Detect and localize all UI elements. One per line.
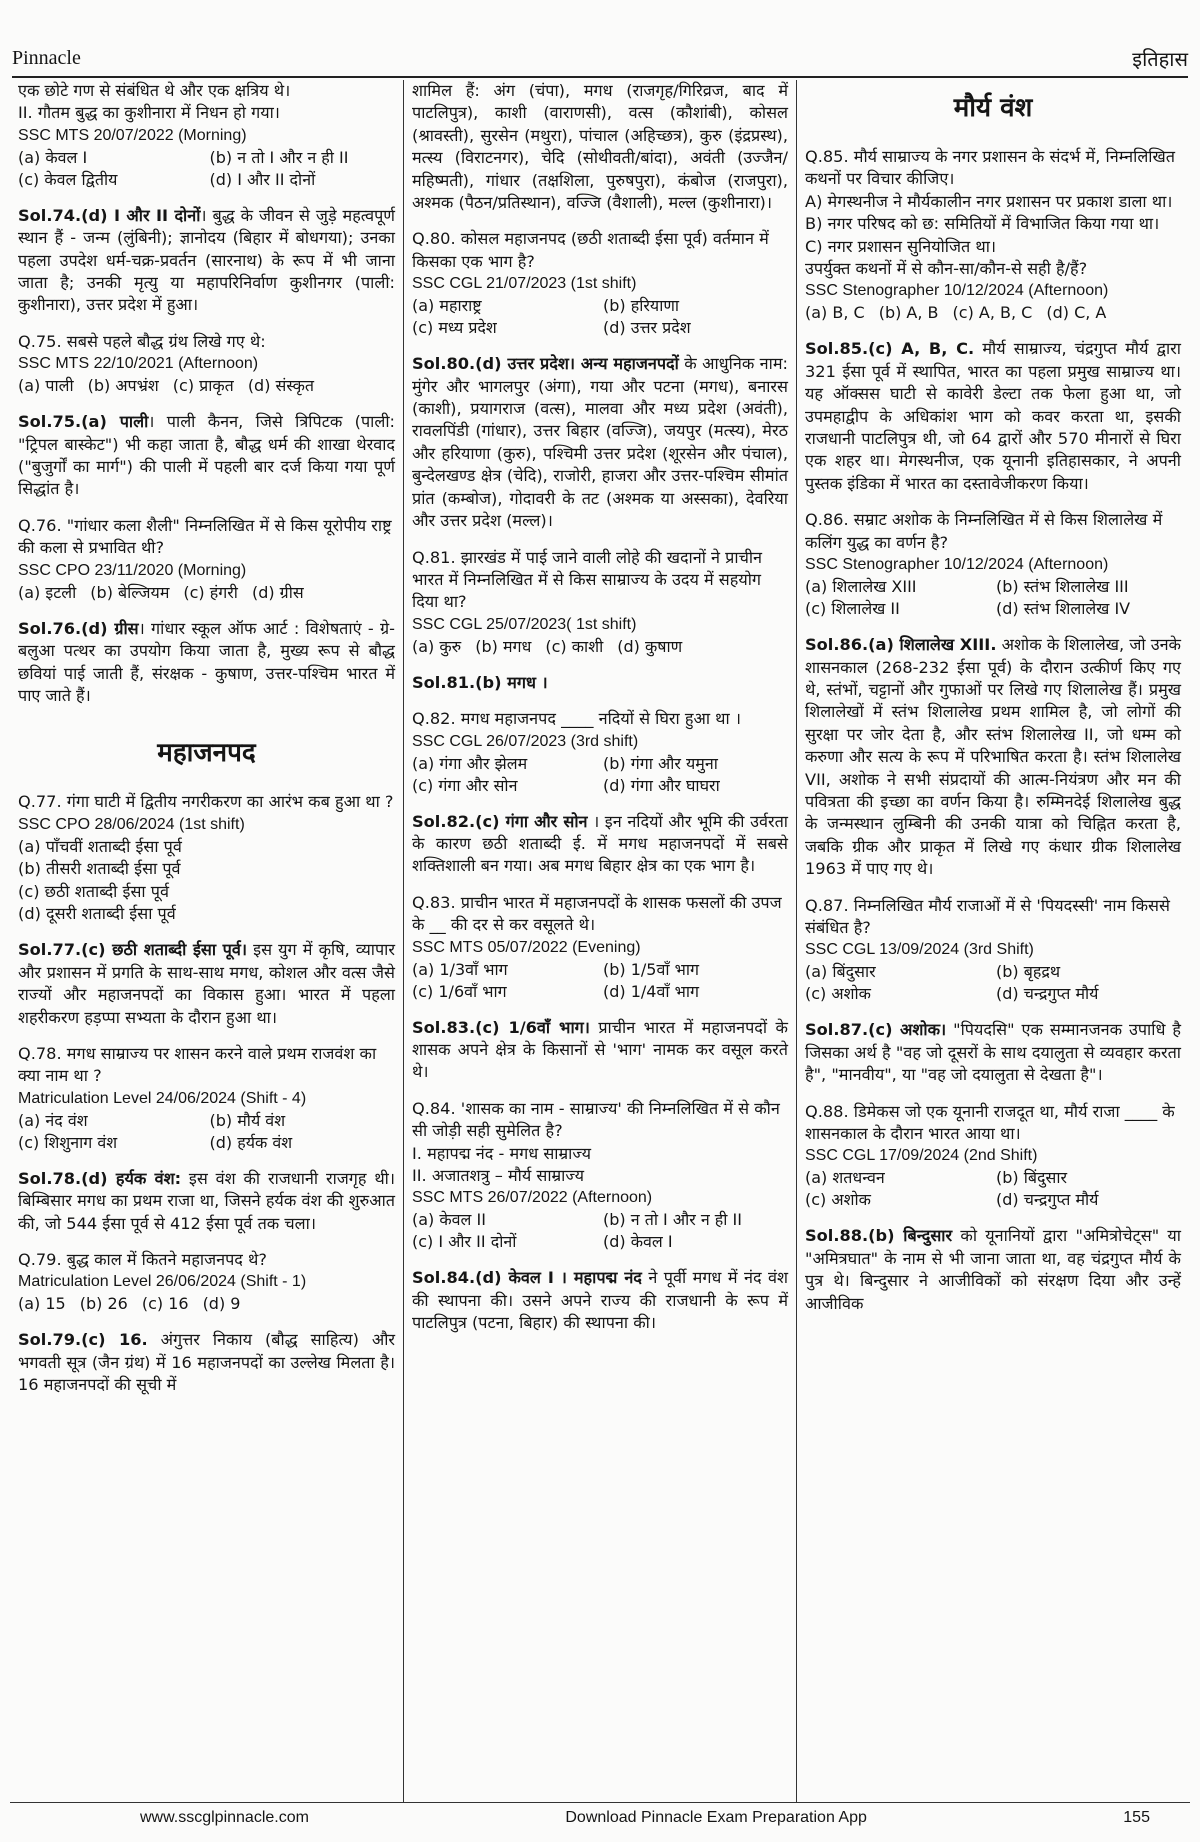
option-a: (a) पाली (18, 376, 74, 396)
q83-text: Q.83. प्राचीन भारत में महाजनपदों के शासक फसलों की उपज के __ की दर से कर वसूलते थे। (412, 892, 782, 935)
option-c: (c) अशोक (805, 984, 871, 1004)
footer-website[interactable]: www.sscglpinnacle.com (140, 1809, 309, 1826)
option-b: (b) मौर्य वंश (209, 1110, 286, 1130)
sol-82-heading: Sol.82.(c) गंगा और सोन (412, 811, 588, 831)
q81-meta: SSC CGL 25/07/2023( 1st shift) (412, 615, 637, 633)
option-a: (a) महाराष्ट्र (412, 296, 482, 316)
q78-meta: Matriculation Level 24/06/2024 (Shift - 4) (18, 1089, 307, 1107)
sol-77-heading: Sol.77.(c) छठी शताब्दी ईसा पूर्व। (18, 940, 247, 960)
q84-item-1: I. महापद्म नंद - मगध साम्राज्य (412, 1143, 592, 1163)
q85-options (805, 302, 1181, 324)
option-c: (c) गंगा और सोन (412, 775, 518, 795)
page-number: 155 (1123, 1809, 1150, 1826)
sol-79-cont-text: शामिल हैं: अंग (चंपा), मगध (राजगृह/गिरिव्रज, बाद में पाटलिपुत्र), काशी (वाराणसी), वत्स (कौशांबी), कोसल (श्रावस्ती), सुरसेन (मथुरा), पांचाल (अहिच्छत्र), कुरु (इंद्रप्रस्थ), मत्स्य (विराटनगर), चेदि (सोथीवती/बांदा), अवंती (उज्जैन/महिष्मती), गांधार (तक्षशिला, पुरुषपुरा), कंबोज (राजपुरा), अश्मक (पैठन/प्रतिस्थान), वज्जि (वैशाली), मल्ल (कुशीनारा)। (412, 81, 788, 213)
option-b: (b) तीसरी शताब्दी ईसा पूर्व (18, 859, 181, 879)
option-d: (d) दूसरी शताब्दी ईसा पूर्व (18, 903, 176, 923)
sol-80-text: के आधुनिक नाम: मुंगेर और भागलपुर (अंगा), गया और पटना (मगध), बनारस (काशी), प्रयागराज (वत्स), मालवा और मध्य प्रदेश (अवंती), रावलपिंडी (गांधार), उत्तर बिहार (वज्जि), जयपुर (मत्स्य), मेरठ और हरियाणा (कुरु), पश्चिमी उत्तर प्रदेश (शूरसेन और पंचाल), बुन्देलखण्ड क्षेत्र (चेदि), राजोरी, हाजरा और उत्तर-पश्चिम सीमांत प्रांत (कम्बोज), गोदावरी के तट (अश्मक या अस्सका), देवरिया और उत्तर प्रदेश (मल्ल)। (412, 354, 788, 531)
q82-options (412, 753, 788, 797)
q78-text: Q.78. मगध साम्राज्य पर शासन करने वाले प्रथम राजवंश का क्या नाम था ? (18, 1043, 377, 1086)
sol-88 (805, 1225, 1181, 1315)
question-80 (412, 228, 788, 339)
q76-options (18, 582, 395, 604)
option-a: (a) नंद वंश (18, 1110, 88, 1130)
sol-84 (412, 1267, 788, 1334)
sol-86 (805, 634, 1181, 880)
option-c: (c) I और II दोनों (412, 1232, 517, 1252)
sol-78-heading: Sol.78.(d) हर्यक वंश: (18, 1168, 182, 1188)
question-76 (18, 515, 395, 604)
q81-text: Q.81. झारखंड में पाई जाने वाली लोहे की खदानों ने प्राचीन भारत में निम्नलिखित में से किस साम्राज्य के उदय में सहयोग दिया था? (412, 547, 763, 612)
option-c: (c) काशी (545, 636, 604, 656)
sol-80 (412, 353, 788, 532)
q85-text: Q.85. मौर्य साम्राज्य के नगर प्रशासन के संदर्भ में, निम्नलिखित कथनों पर विचार कीजिए। (805, 147, 1175, 189)
q84-meta: SSC MTS 26/07/2022 (Afternoon) (412, 1189, 653, 1207)
q82-text: Q.82. मगध महाजनपद ____ नदियों से घिरा हुआ था । (412, 709, 741, 729)
option-b: (b) A, B (878, 303, 939, 323)
q75-meta: SSC MTS 22/10/2021 (Afternoon) (18, 355, 259, 373)
option-c: (c) अशोक (805, 1190, 871, 1210)
question-86 (805, 509, 1181, 620)
question-84 (412, 1098, 788, 1254)
sol-87-heading: Sol.87.(c) अशोक। (805, 1020, 947, 1040)
q82-meta: SSC CGL 26/07/2023 (3rd shift) (412, 732, 639, 750)
option-c: (c) केवल द्वितीय (18, 169, 118, 189)
q88-text: Q.88. डिमेकस जो एक यूनानी राजदूत था, मौर्य राजा ____ के शासनकाल के दौरान भारत आया था। (805, 1101, 1175, 1143)
option-c: (c) A, B, C (952, 303, 1033, 323)
sol-81-heading: Sol.81.(b) मगध । (412, 672, 548, 692)
q86-meta: SSC Stenographer 10/12/2024 (Afternoon) (805, 556, 1109, 574)
sol-83 (412, 1017, 788, 1084)
column-1 (10, 80, 403, 1802)
q88-meta: SSC CGL 17/09/2024 (2nd Shift) (805, 1147, 1038, 1165)
column-3 (796, 80, 1189, 1802)
option-b: (b) बेल्जियम (90, 582, 170, 602)
q86-text: Q.86. सम्राट अशोक के निम्नलिखित में से किस शिलालेख में कलिंग युद्ध का वर्णन है? (805, 510, 1163, 552)
option-d: (d) उत्तर प्रदेश (603, 318, 691, 338)
q75-options (18, 375, 395, 397)
option-a: (a) B, C (805, 303, 865, 323)
sol-76-heading: Sol.76.(d) ग्रीस (18, 618, 139, 638)
option-b: (b) बिंदुसार (996, 1168, 1068, 1188)
sol-74-heading: Sol.74.(d) I और II दोनों (18, 205, 201, 225)
option-d: (d) I और II दोनों (209, 169, 316, 189)
option-a: (a) बिंदुसार (805, 962, 876, 982)
sol-80-heading: Sol.80.(d) उत्तर प्रदेश। अन्य महाजनपदों (412, 354, 679, 374)
sol-79-heading: Sol.79.(c) 16. (18, 1330, 148, 1350)
option-d: (d) स्तंभ शिलालेख IV (996, 599, 1131, 619)
option-c: (c) हंगरी (183, 582, 238, 602)
q86-options (805, 576, 1181, 620)
option-a: (a) केवल II (412, 1210, 486, 1230)
option-b: (b) स्तंभ शिलालेख III (996, 577, 1129, 597)
sol-83-heading: Sol.83.(c) 1/6वाँ भाग। (412, 1017, 590, 1037)
sol-75 (18, 411, 395, 501)
statement-2: II. गौतम बुद्ध का कुशीनारा में निधन हो गया। (18, 103, 280, 123)
sol-79-continuation (412, 80, 788, 214)
q87-options (805, 961, 1181, 1005)
question-79 (18, 1249, 395, 1315)
question-75 (18, 331, 395, 397)
sol-83-text: प्राचीन भारत में महाजनपदों के शासक अपने क्षेत्र के किसानों से 'भाग' नामक कर वसूल करते थे। (412, 1017, 788, 1082)
column-2 (403, 80, 796, 1802)
sol-86-heading: Sol.86.(a) शिलालेख XIII. (805, 635, 997, 655)
option-a: (a) कुरु (412, 636, 462, 656)
section-title-mahajanapada: महाजनपद (157, 738, 256, 769)
q80-text: Q.80. कोसल महाजनपद (छठी शताब्दी ईसा पूर्व) वर्तमान में किसका एक भाग है? (412, 229, 769, 271)
sol-78 (18, 1168, 395, 1235)
q88-options (805, 1167, 1181, 1211)
option-c: (c) मध्य प्रदेश (412, 318, 497, 338)
option-d: (d) हर्यक वंश (209, 1132, 293, 1152)
footer-app-promo: Download Pinnacle Exam Preparation App (565, 1809, 867, 1826)
q79-meta: Matriculation Level 26/06/2024 (Shift - 1) (18, 1273, 307, 1291)
sol-87 (805, 1019, 1181, 1086)
sol-74-text: । बुद्ध के जीवन से जुड़े महत्वपूर्ण स्थान हैं - जन्म (लुंबिनी); ज्ञानोदय (बिहार में बोधगया); उनका पहला उपदेश धर्म-चक्र-प्रवर्तन (सारनाथ) के रूप में भी जाना जाता है; उनकी मृत्यु या महापरिनिर्वाण कुशीनगर (पाली: कुशीनारा), उत्तर प्रदेश में हुआ। (18, 205, 395, 315)
sol-88-heading: Sol.88.(b) बिन्दुसार (805, 1226, 953, 1246)
sol-75-heading: Sol.75.(a) पाली (18, 412, 149, 432)
q87-meta: SSC CGL 13/09/2024 (3rd Shift) (805, 941, 1034, 959)
q80-meta: SSC CGL 21/07/2023 (1st shift) (412, 275, 637, 293)
option-b: (b) गंगा और यमुना (603, 753, 718, 773)
q87-text: Q.87. निम्नलिखित मौर्य राजाओं में से 'पियदस्सी' नाम किससे संबंधित है? (805, 895, 1170, 937)
q85-item-c: C) नगर प्रशासन सुनियोजित था। (805, 236, 997, 256)
option-a: (a) गंगा और झेलम (412, 753, 528, 773)
option-b: (b) न तो I और न ही II (603, 1210, 742, 1230)
q85-item-a: A) मेगस्थनीज ने मौर्यकालीन नगर प्रशासन पर प्रकाश डाला था। (805, 191, 1173, 211)
exam-meta: SSC MTS 20/07/2022 (Morning) (18, 126, 247, 144)
option-d: (d) संस्कृत (247, 376, 314, 396)
q85-meta: SSC Stenographer 10/12/2024 (Afternoon) (805, 282, 1109, 300)
q81-options (412, 636, 788, 658)
question-88 (805, 1101, 1181, 1212)
sol-77 (18, 939, 395, 1029)
sol-88-text: को यूनानियों द्वारा "अमित्रोचेट्स" या "अमित्रघात" के नाम से भी जाना जाता था, वह चंद्रगुप्त मौर्य के पुत्र थे। बिन्दुसार ने आजीविकों को संरक्षण दिया और उन्हें आजीविक (805, 1226, 1181, 1313)
option-c: (c) 1/6वाँ भाग (412, 981, 507, 1001)
sol-74 (18, 205, 395, 317)
option-b: (b) 1/5वाँ भाग (603, 959, 700, 979)
option-a: (a) इटली (18, 582, 77, 602)
q79-text: Q.79. बुद्ध काल में कितने महाजनपद थे? (18, 1250, 267, 1269)
publisher-name: Pinnacle (12, 46, 81, 69)
option-b: (b) बृहद्रथ (996, 962, 1061, 982)
option-a: (a) शतधन्वन (805, 1168, 885, 1188)
sol-85-heading: Sol.85.(c) A, B, C. (805, 339, 975, 359)
option-d: (d) केवल I (603, 1232, 673, 1252)
sol-79-text: अंगुत्तर निकाय (बौद्ध साहित्य) और भगवती सूत्र (जैन ग्रंथ) में 16 महाजनपदों का उल्लेख मिलता है। 16 महाजनपदों की सूची में (18, 1330, 396, 1395)
option-c: (c) प्राकृत (172, 376, 234, 396)
q85-item-b: B) नगर परिषद को छ: समितियों में विभाजित किया गया था। (805, 214, 1160, 234)
sol-84-text: ने पूर्वी मगध में नंद वंश की स्थापना की। उसने अपने राज्य की राजधानी के रूप में पाटलिपुत्र (पटना, बिहार) की स्थापना की। (412, 1268, 789, 1333)
sol-84-heading: Sol.84.(d) केवल I । महापद्म नंद (412, 1268, 642, 1288)
q83-options (412, 959, 788, 1003)
q84-item-2: II. अजातशत्रु – मौर्य साम्राज्य (412, 1166, 585, 1185)
q73-continuation (18, 80, 395, 191)
option-b: (b) न तो I और न ही II (209, 147, 349, 167)
question-83 (412, 892, 788, 1003)
question-82 (412, 708, 788, 796)
sol-76 (18, 618, 395, 708)
question-85 (805, 146, 1181, 324)
sol-77-text: इस युग में कृषि, व्यापार और प्रशासन में प्रगति के साथ-साथ मगध, कोशल और वत्स जैसे राज्यों और महाजनपदों का विकास हुआ। भारत में पहला शहरीकरण हड़प्पा सभ्यता के दौरान हुआ था। (18, 940, 395, 1027)
content-columns (10, 80, 1190, 1802)
sol-87-text: "पियदसि" एक सम्मानजनक उपाधि है जिसका अर्थ है "वह जो दूसरों के साथ दयालुता से व्यवहार करता है", "मानवीय", या "वह जो दयालुता से देखता है"। (805, 1020, 1181, 1085)
sol-78-text: इस वंश की राजधानी राजगृह थी। बिम्बिसार मगध का प्रथम राजा था, जिसने हर्यक वंश की शुरुआत की, जो 544 ईसा पूर्व से 412 ईसा पूर्व तक चला। (18, 1168, 395, 1233)
page-header (12, 40, 1188, 78)
q84-text: Q.84. 'शासक का नाम - साम्राज्य' की निम्नलिखित में से कौन सी जोड़ी सही सुमेलित है? (412, 1098, 780, 1141)
option-d: (d) C, A (1046, 303, 1107, 323)
option-a: (a) 1/3वाँ भाग (412, 959, 508, 979)
option-d: (d) कुषाण (617, 636, 683, 656)
option-c: (c) शिलालेख II (805, 599, 900, 619)
option-b: (b) अपभ्रंश (87, 376, 159, 396)
option-a: (a) शिलालेख XIII (805, 577, 917, 597)
q76-meta: SSC CPO 23/11/2020 (Morning) (18, 561, 247, 579)
sol-85 (805, 338, 1181, 495)
subject-name: इतिहास (1132, 48, 1188, 71)
q80-options (412, 295, 788, 339)
sol-81 (412, 672, 788, 694)
q75-text: Q.75. सबसे पहले बौद्ध ग्रंथ लिखे गए थे: (18, 331, 266, 351)
option-a: (a) पाँचवीं शताब्दी ईसा पूर्व (18, 836, 182, 856)
q77-text: Q.77. गंगा घाटी में द्वितीय नगरीकरण का आरंभ कब हुआ था ? (18, 792, 394, 812)
option-d: (d) ग्रीस (251, 582, 304, 602)
option-c: (c) 16 (141, 1294, 189, 1314)
option-d: (d) 1/4वाँ भाग (603, 981, 700, 1001)
question-78 (18, 1043, 395, 1154)
options (18, 147, 395, 191)
option-d: (d) 9 (202, 1294, 241, 1314)
q79-options (18, 1293, 395, 1315)
option-a: (a) केवल I (18, 147, 88, 167)
option-d: (d) चन्द्रगुप्त मौर्य (996, 984, 1099, 1004)
q76-text: Q.76. "गांधार कला शैली" निम्नलिखित में से किस यूरोपीय राष्ट्र की कला से प्रभावित थी? (18, 515, 392, 558)
sol-76-text: । गांधार स्कूल ऑफ आर्ट : विशेषताएं - ग्रे-बलुआ पत्थर का उपयोग किया जाता है, मुख्य रूप से बौद्ध छवियां पाई जाती हैं, संरक्षक - कुषाण, उत्तर-पश्चिम भारत में पाए जाते हैं। (18, 618, 395, 705)
option-d: (d) गंगा और घाघरा (603, 775, 720, 795)
option-b: (b) 26 (79, 1294, 128, 1314)
sol-82 (412, 811, 788, 878)
option-d: (d) चन्द्रगुप्त मौर्य (996, 1190, 1099, 1210)
statement-1: एक छोटे गण से संबंधित थे और एक क्षत्रिय थे। (18, 81, 291, 100)
q78-options (18, 1110, 395, 1154)
sol-75-text: । पाली कैनन, जिसे त्रिपिटक (पाली: "ट्रिपल बास्केट") भी कहा जाता है, बौद्ध धर्म की शाखा थेरवाद ("बुजुर्गों का मार्ग") की पाली में पहली बार दर्ज किया गया पूर्ण सिद्धांत है। (18, 412, 395, 499)
sol-86-text: अशोक के शिलालेख, जो उनके शासनकाल (268-232 ईसा पूर्व) के दौरान उत्कीर्ण किए गए थे, स्तंभों, चट्टानों और गुफाओं पर लिखे गए शिलालेख हैं। प्रमुख शिलालेखों में स्तंभ शिलालेख प्रथम शामिल है, जो लोगों की सुरक्षा पर जोर देता है, और स्तंभ शिलालेख II, जो धम्म को करुणा और सत्य के रूप में परिभाषित करता है। स्तंभ शिलालेख VII, अशोक ने सभी संप्रदायों की आत्म-नियंत्रण और मन की पवित्रता की इच्छा का वर्णन किया है। रुम्मिनदेई शिलालेख बुद्ध के जन्मस्थान लुम्बिनी की उनकी यात्रा को चिह्नित करता है, जबकि ग्रीक और प्राकृत में लिखे गए कंधार ग्रीक शिलालेख 1963 में पाए गए थे। (805, 635, 1181, 879)
option-a: (a) 15 (18, 1294, 66, 1314)
sol-82-text: । इन नदियों और भूमि की उर्वरता के कारण छठी शताब्दी ई. में मगध महाजनपदों में सबसे शक्तिशाली बन गया। अब मगध बिहार क्षेत्र का एक भाग है। (412, 811, 788, 876)
q83-meta: SSC MTS 05/07/2022 (Evening) (412, 938, 641, 956)
page-footer (10, 1802, 1190, 1842)
question-81 (412, 547, 788, 658)
q77-meta: SSC CPO 28/06/2024 (1st shift) (18, 815, 245, 833)
q84-options (412, 1209, 788, 1253)
sol-85-text: मौर्य साम्राज्य, चंद्रगुप्त मौर्य द्वारा 321 ईसा पूर्व में स्थापित, भारत का पहला प्रमुख साम्राज्य था। यह ऑक्सस घाटी से कावेरी डेल्टा तक फेला हुआ था, जो उपमहाद्वीप के अधिकांश भाग को कवर करता था, इसकी राजधानी पाटलिपुत्र थी, जो 64 द्वारों और 570 मीनारों से घिरा एक शहर था। मेगस्थनीज, एक यूनानी इतिहासकार, ने अपनी पुस्तक इंडिका में भारत का दस्तावेजीकरण किया। (805, 339, 1181, 493)
sol-79 (18, 1329, 395, 1396)
option-c: (c) छठी शताब्दी ईसा पूर्व (18, 881, 169, 901)
option-b: (b) हरियाणा (603, 296, 680, 316)
question-87 (805, 895, 1181, 1006)
question-77 (18, 791, 395, 925)
option-c: (c) शिशुनाग वंश (18, 1132, 118, 1152)
option-b: (b) मगध (475, 636, 532, 656)
section-title-maurya: मौर्य वंश (953, 93, 1033, 123)
q85-prompt: उपर्युक्त कथनों में से कौन-सा/कौन-से सही है/हैं? (805, 259, 1088, 279)
